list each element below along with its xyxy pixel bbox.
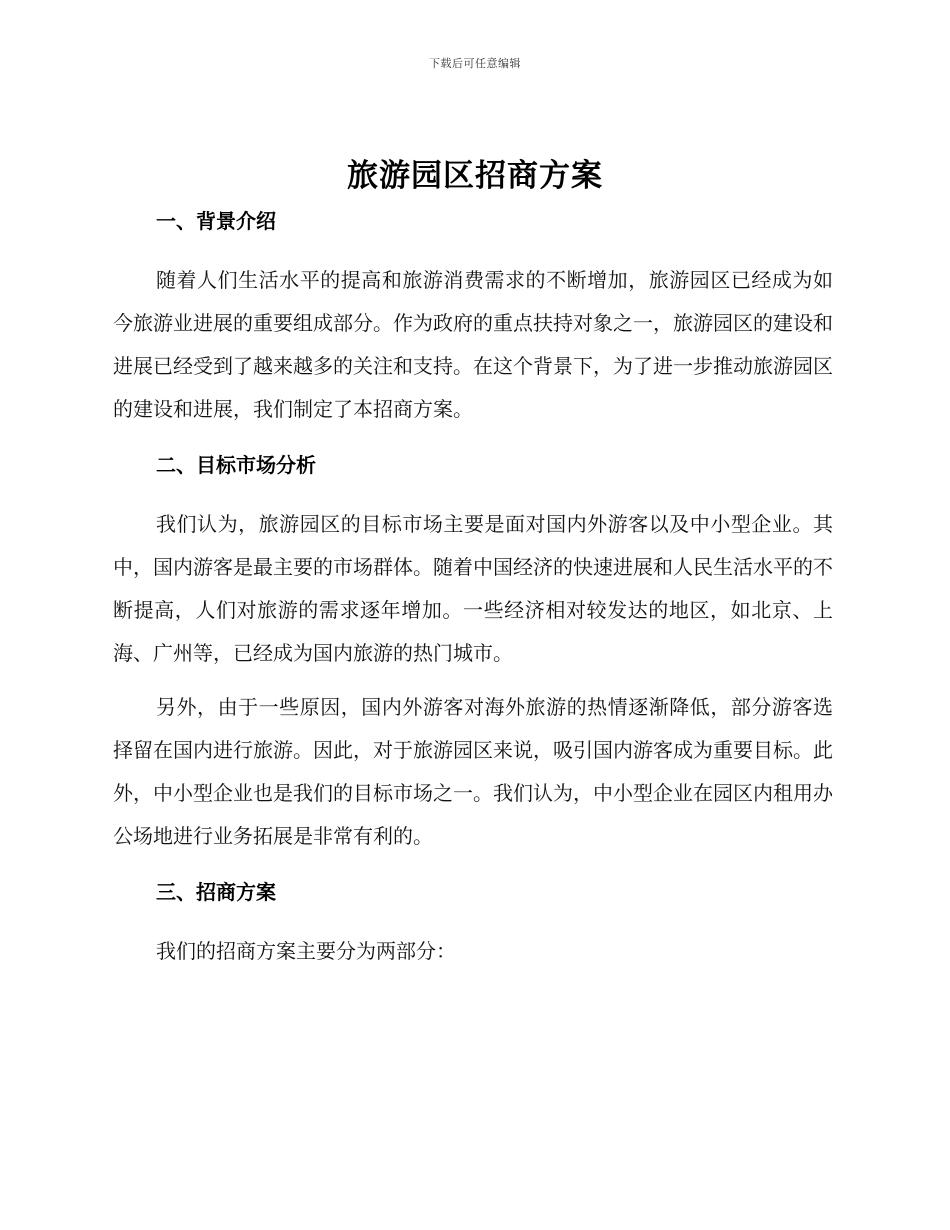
document-body (113, 205, 833, 973)
paragraph-market-analysis-1: 我们认为，旅游园区的目标市场主要是面对国内外游客以及中小型企业。其中，国内游客是最主要的市场群体。随着中国经济的快速进展和人民生活水平的不断提高，人们对旅游的需求逐年增加。一些经济相对较发达的地区，如北京、上海、广州等，已经成为国内旅游的热门城市。 (113, 512, 833, 665)
page-header: 下载后可任意编辑 (429, 57, 521, 70)
paragraph-market-analysis-2: 另外，由于一些原因，国内外游客对海外旅游的热情逐渐降低，部分游客选择留在国内进行旅游。因此，对于旅游园区来说，吸引国内游客成为重要目标。此外，中小型企业也是我们的目标市场之一。我们认为，中小型企业在园区内租用办公场地进行业务拓展是非常有利的。 (113, 695, 833, 848)
paragraph-investment-plan: 我们的招商方案主要分为两部分： (156, 939, 456, 963)
section-heading-market-analysis: 二、目标市场分析 (156, 453, 316, 477)
section-heading-investment-plan: 三、招商方案 (156, 880, 276, 904)
section-heading-background: 一、背景介绍 (156, 209, 276, 233)
paragraph-background: 随着人们生活水平的提高和旅游消费需求的不断增加，旅游园区已经成为如今旅游业进展的重要组成部分。作为政府的重点扶持对象之一，旅游园区的建设和进展已经受到了越来越多的关注和支持。在这个背景下，为了进一步推动旅游园区的建设和进展，我们制定了本招商方案。 (113, 268, 833, 421)
document-title: 旅游园区招商方案 (347, 158, 603, 194)
